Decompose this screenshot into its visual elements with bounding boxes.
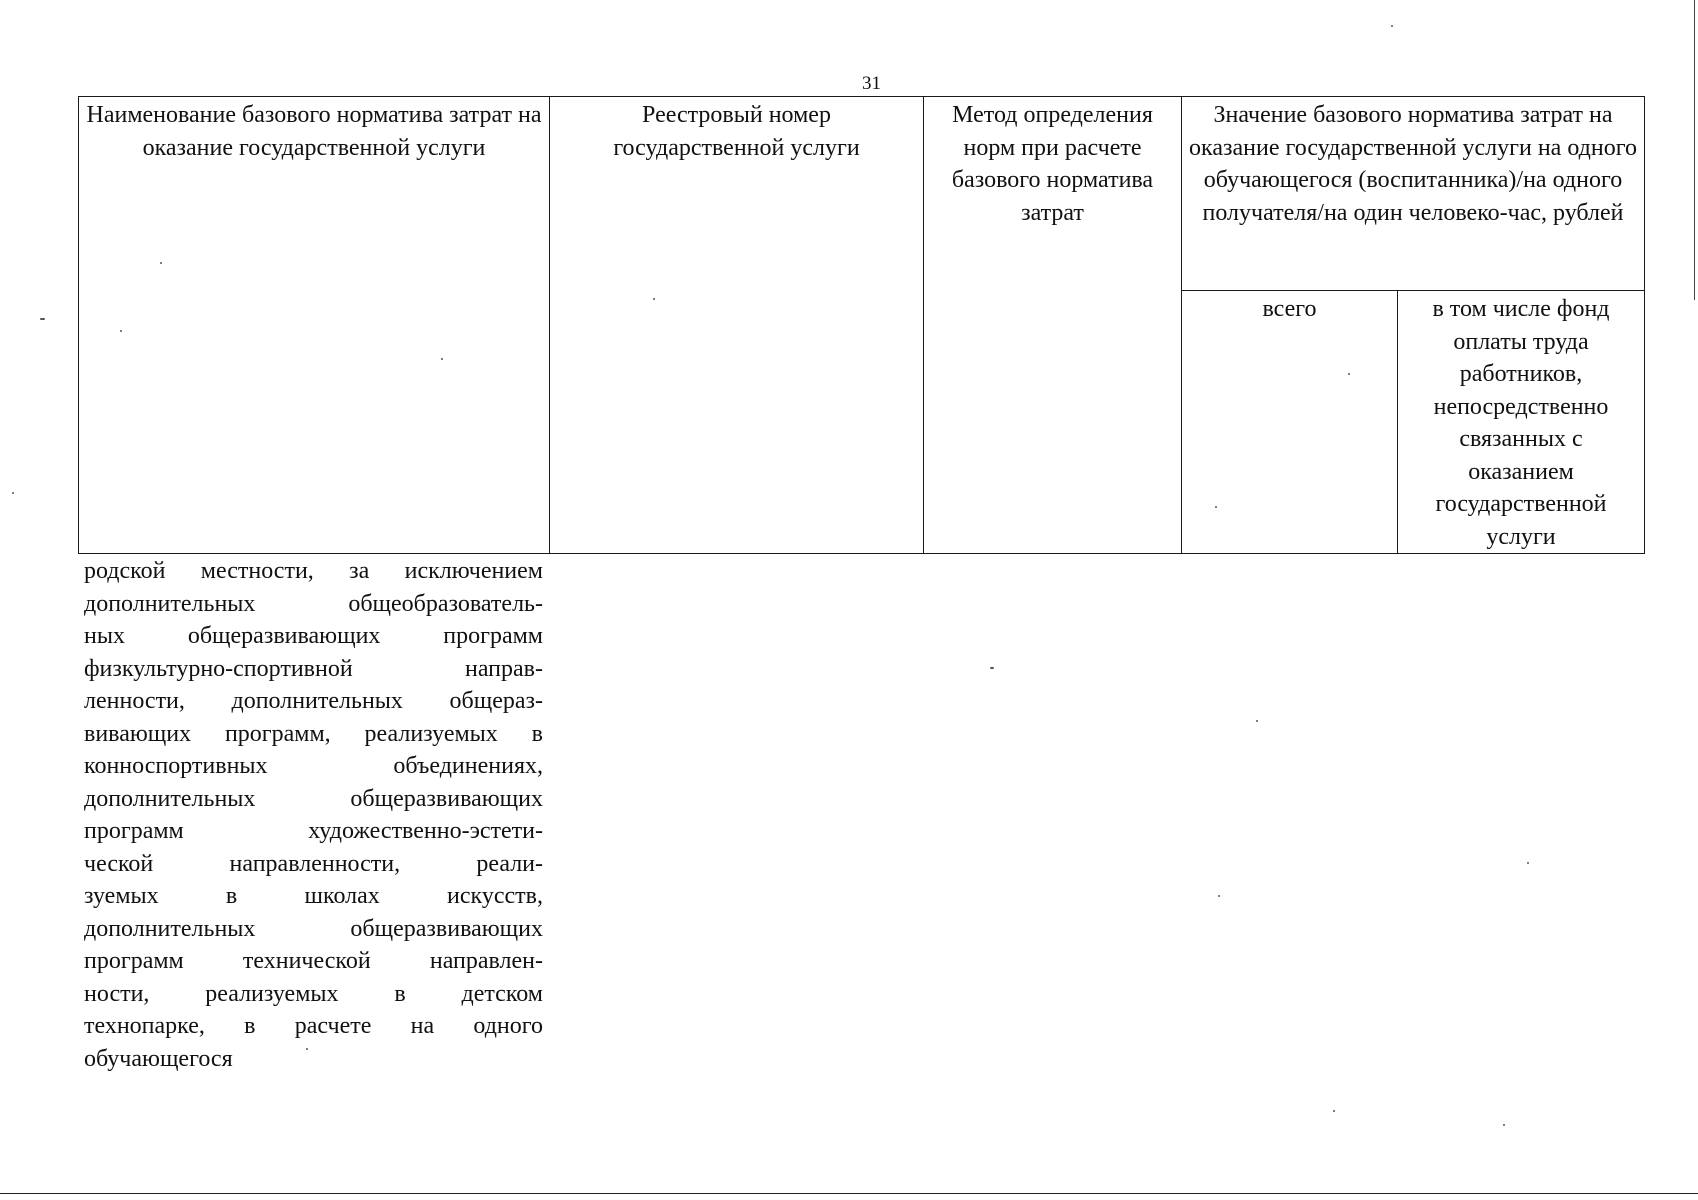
header-value: Значение базового норматива затрат на оказание государственной услуги на одного обучающегося (воспитанника)/на одного получателя/на один человеко-час, рублей [1182,97,1645,291]
scan-speck [1218,895,1220,897]
header-registry-number: Реестровый номер государственной услуги [550,97,924,554]
scan-edge [1694,0,1695,300]
body-line: конноспортивных объединениях, [84,753,543,779]
body-line: программ художественно-эстети- [84,818,543,844]
body-line: физкультурно-спортивной направ- [84,655,543,682]
body-line: обучающегося [84,1045,233,1072]
body-line: ности, реализуемых в детском [84,980,543,1007]
header-name: Наименование базового норматива затрат на оказание государственной услуги [79,97,550,554]
scan-speck [1215,506,1217,508]
scan-speck [1333,1110,1335,1112]
norm-table [78,96,1645,554]
bottom-rule [0,1193,1698,1194]
body-line: дополнительных общеразвивающих [84,785,543,812]
scan-speck [441,358,443,360]
page-number: 31 [862,73,881,94]
body-line: ных общеразвивающих программ [84,623,543,649]
header-method: Метод определения норм при расчете базового норматива затрат [924,97,1182,554]
body-line: программ технической направлен- [84,948,543,974]
body-line: вивающих программ, реализуемых в [84,720,543,747]
scan-speck [990,667,994,669]
scan-speck [306,1048,308,1050]
header-total: всего [1182,291,1398,554]
scan-speck [653,298,655,300]
body-text [84,555,543,1075]
scan-speck [12,492,14,494]
body-line: родской местности, за исключением [84,558,543,584]
body-line: технопарке, в расчете на одного [84,1013,543,1039]
scan-speck [1256,720,1258,722]
body-line: ческой направленности, реали- [84,850,543,877]
body-line: дополнительных общеобразователь- [84,590,543,617]
scan-speck [160,262,162,264]
scan-speck [1503,1124,1505,1126]
scan-speck [1391,25,1393,27]
scan-speck [1527,862,1529,864]
scan-speck [120,330,122,332]
scan-speck [1348,373,1350,375]
body-line: зуемых в школах искусств, [84,883,543,909]
scan-speck [40,318,45,320]
body-line: дополнительных общеразвивающих [84,915,543,942]
header-including-payroll: в том числе фонд оплаты труда работников, непосредственно связанных с оказанием государственной услуги [1398,291,1645,554]
body-line: ленности, дополнительных общераз- [84,688,543,714]
